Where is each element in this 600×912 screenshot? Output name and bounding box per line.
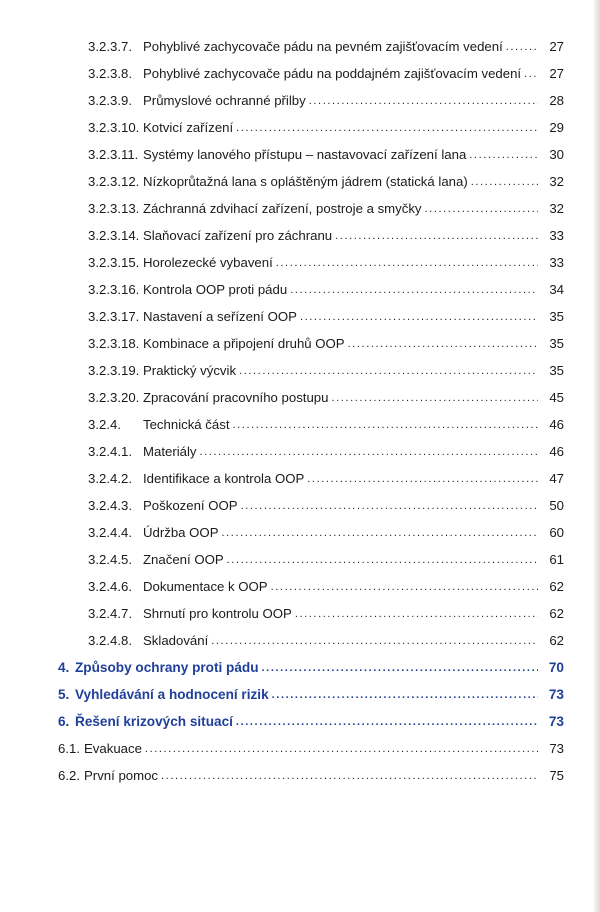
toc-entry <box>0 138 600 165</box>
toc-entry-page-number: 34 <box>549 282 564 297</box>
toc-entry-number: 6. <box>58 714 70 729</box>
toc-entry-page-number: 62 <box>549 579 564 594</box>
dot-leader <box>241 499 538 513</box>
toc-entry-title: Dokumentace k OOP <box>143 579 268 594</box>
toc-entry-number: 3.2.4.8. <box>88 633 132 648</box>
toc-entry-page-number: 47 <box>549 471 564 486</box>
dot-leader <box>276 256 538 270</box>
toc-entry-page-number: 50 <box>549 498 564 513</box>
toc-entry-title: Evakuace <box>84 741 142 756</box>
toc-entry <box>0 300 600 327</box>
toc-entry-title: Nastavení a seřízení OOP <box>143 309 297 324</box>
dot-leader <box>307 472 538 486</box>
toc-entry-title: Kotvicí zařízení <box>143 120 234 135</box>
toc-entry <box>0 543 600 570</box>
toc-entry-page-number: 27 <box>549 39 564 54</box>
toc-entry-title: Průmyslové ochranné přilby <box>143 93 306 108</box>
toc-entry <box>0 597 600 624</box>
toc-entry-title: Systémy lanového přístupu – nastavovací zařízení lana <box>143 147 467 162</box>
toc-entry-page-number: 73 <box>548 714 564 729</box>
toc-entry-title: Praktický výcvik <box>143 363 237 378</box>
toc-entry-title: Značení OOP <box>143 552 224 567</box>
toc-entry-page-number: 62 <box>549 606 564 621</box>
toc-entry-page-number: 46 <box>549 417 564 432</box>
toc-entry-title: Materiály <box>143 444 197 459</box>
toc-entry-number: 3.2.3.11. <box>88 147 139 162</box>
toc-entry-number: 6.2. <box>58 768 80 783</box>
toc-chapter-entry <box>0 678 600 705</box>
dot-leader <box>471 175 538 189</box>
toc-entry-number: 3.2.4.5. <box>88 552 132 567</box>
toc-entry-page-number: 32 <box>549 201 564 216</box>
toc-entry-page-number: 73 <box>548 687 564 702</box>
toc-entry <box>0 759 600 786</box>
toc-entry-page-number: 46 <box>549 444 564 459</box>
toc-entry-number: 3.2.4. <box>88 417 121 432</box>
toc-entry-number: 3.2.3.18. <box>88 336 140 351</box>
toc-entry-number: 3.2.4.7. <box>88 606 132 621</box>
toc-entry-title: Vyhledávání a hodnocení rizik <box>75 687 269 702</box>
toc-entry <box>0 57 600 84</box>
toc-entry-title: Identifikace a kontrola OOP <box>143 471 305 486</box>
toc-entry-page-number: 32 <box>549 174 564 189</box>
toc-entry <box>0 327 600 354</box>
toc-entry-title: Pohyblivé zachycovače pádu na pevném zajišťovacím vedení <box>143 39 503 54</box>
toc-entry-number: 3.2.3.16. <box>88 282 140 297</box>
dot-leader <box>145 742 538 756</box>
toc-entry-title: Shrnutí pro kontrolu OOP <box>143 606 292 621</box>
toc-entry-title: Údržba OOP <box>143 525 219 540</box>
toc-entry-page-number: 33 <box>549 228 564 243</box>
dot-leader <box>469 148 538 162</box>
toc-entry-page-number: 35 <box>549 309 564 324</box>
toc-entry-page-number: 73 <box>549 741 564 756</box>
dot-leader <box>161 769 538 783</box>
toc-entry-page-number: 61 <box>549 552 564 567</box>
toc-entry-page-number: 35 <box>549 363 564 378</box>
dot-leader <box>348 337 538 351</box>
toc-entry-number: 3.2.3.9. <box>88 93 132 108</box>
toc-entry-number: 3.2.4.3. <box>88 498 132 513</box>
toc-entry-number: 5. <box>58 687 70 702</box>
toc-entry-title: Způsoby ochrany proti pádu <box>75 660 259 675</box>
toc-entry-number: 3.2.4.2. <box>88 471 132 486</box>
dot-leader <box>290 283 538 297</box>
toc-entry-title: Poškození OOP <box>143 498 238 513</box>
dot-leader <box>335 229 538 243</box>
toc-entry <box>0 516 600 543</box>
toc-entry-page-number: 29 <box>549 120 564 135</box>
toc-entry-number: 3.2.4.4. <box>88 525 132 540</box>
dot-leader <box>236 715 538 729</box>
dot-leader <box>309 94 538 108</box>
toc-entry <box>0 624 600 651</box>
toc-entry-title: Slaňovací zařízení pro záchranu <box>143 228 333 243</box>
dot-leader <box>524 67 538 81</box>
toc-entry-number: 3.2.3.14. <box>88 228 140 243</box>
toc-entry <box>0 489 600 516</box>
toc-entry-title: Pohyblivé zachycovače pádu na poddajném zajišťovacím vedení <box>143 66 522 81</box>
toc-entry <box>0 462 600 489</box>
toc-entry-page-number: 60 <box>549 525 564 540</box>
toc-entry-number: 3.2.3.12. <box>88 174 140 189</box>
toc-entry-title: Zpracování pracovního postupu <box>143 390 329 405</box>
toc-entry-title: Kontrola OOP proti pádu <box>143 282 288 297</box>
toc-entry-page-number: 45 <box>549 390 564 405</box>
dot-leader <box>295 607 538 621</box>
dot-leader <box>272 688 538 702</box>
toc-entry-number: 3.2.4.1. <box>88 444 132 459</box>
toc-entry-number: 6.1. <box>58 741 80 756</box>
toc-entry-number: 3.2.3.13. <box>88 201 140 216</box>
toc-entry <box>0 30 600 57</box>
dot-leader <box>262 661 538 675</box>
dot-leader <box>300 310 538 324</box>
toc-entry <box>0 570 600 597</box>
dot-leader <box>239 364 538 378</box>
dot-leader <box>222 526 539 540</box>
toc-entry-title: Kombinace a připojení druhů OOP <box>143 336 345 351</box>
toc-entry-number: 4. <box>58 660 70 675</box>
dot-leader <box>331 391 538 405</box>
dot-leader <box>271 580 538 594</box>
toc-entry-number: 3.2.3.8. <box>88 66 132 81</box>
toc-entry-number: 3.2.3.7. <box>88 39 132 54</box>
toc-entry <box>0 435 600 462</box>
table-of-contents <box>0 30 600 786</box>
toc-entry-page-number: 30 <box>549 147 564 162</box>
dot-leader <box>236 121 538 135</box>
dot-leader <box>233 418 539 432</box>
toc-entry-title: Skladování <box>143 633 209 648</box>
toc-entry-number: 3.2.4.6. <box>88 579 132 594</box>
dot-leader <box>227 553 538 567</box>
dot-leader <box>506 40 538 54</box>
toc-entry-title: Nízkoprůtažná lana s opláštěným jádrem (statická lana) <box>143 174 468 189</box>
toc-chapter-entry <box>0 705 600 732</box>
toc-entry <box>0 273 600 300</box>
toc-entry <box>0 732 600 759</box>
toc-entry <box>0 354 600 381</box>
toc-entry-title: První pomoc <box>84 768 159 783</box>
toc-entry <box>0 84 600 111</box>
toc-entry <box>0 219 600 246</box>
toc-entry <box>0 408 600 435</box>
toc-entry-title: Horolezecké vybavení <box>143 255 273 270</box>
toc-entry-page-number: 62 <box>549 633 564 648</box>
toc-entry-title: Technická část <box>143 417 230 432</box>
toc-chapter-entry <box>0 651 600 678</box>
toc-entry-page-number: 27 <box>549 66 564 81</box>
toc-entry-title: Řešení krizových situací <box>75 714 233 729</box>
toc-entry-number: 3.2.3.20. <box>88 390 140 405</box>
toc-entry-page-number: 75 <box>549 768 564 783</box>
toc-entry-page-number: 35 <box>549 336 564 351</box>
toc-entry <box>0 192 600 219</box>
toc-entry-page-number: 33 <box>549 255 564 270</box>
dot-leader <box>200 445 539 459</box>
toc-entry-number: 3.2.3.15. <box>88 255 140 270</box>
dot-leader <box>425 202 538 216</box>
toc-entry-number: 3.2.3.10. <box>88 120 140 135</box>
toc-entry <box>0 381 600 408</box>
toc-entry-page-number: 28 <box>549 93 564 108</box>
toc-entry <box>0 111 600 138</box>
dot-leader <box>211 634 538 648</box>
toc-entry-number: 3.2.3.17. <box>88 309 140 324</box>
toc-entry <box>0 165 600 192</box>
toc-entry <box>0 246 600 273</box>
toc-entry-page-number: 70 <box>548 660 564 675</box>
toc-entry-number: 3.2.3.19. <box>88 363 140 378</box>
toc-entry-title: Záchranná zdvihací zařízení, postroje a smyčky <box>143 201 422 216</box>
